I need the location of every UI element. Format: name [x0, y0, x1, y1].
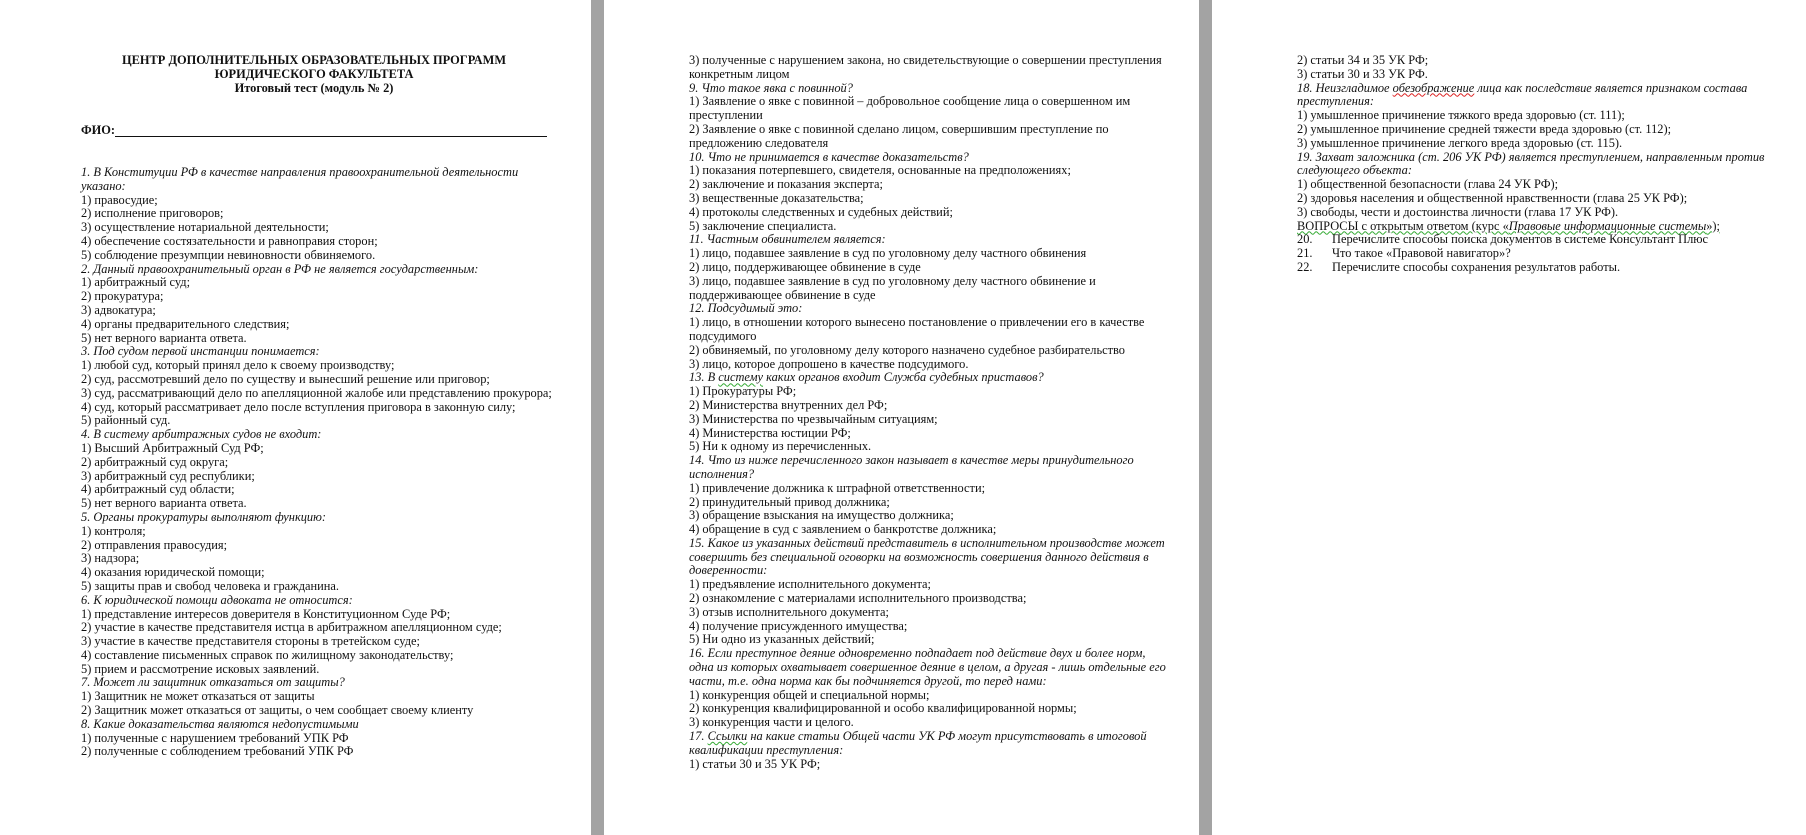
text-line: 1) любой суд, который принял дело к своему производству;: [81, 358, 395, 373]
text-line: 15. Какое из указанных действий представитель в исполнительном производстве может: [689, 535, 1165, 550]
text-line: 3) отзыв исполнительного документа;: [689, 604, 889, 619]
text-line: 8. Какие доказательства являются недопустимыми: [81, 716, 359, 731]
text-line: 6. К юридической помощи адвоката не относится:: [81, 592, 353, 607]
text-line: 4) оказания юридической помощи;: [81, 565, 265, 580]
text-line: 5) нет верного варианта ответа.: [81, 330, 247, 345]
spellcheck-marked-text: »);: [1706, 218, 1720, 233]
question-number: 21.: [1297, 246, 1313, 261]
text-line: совершить без специальной оговорки на возможность совершения данного действия в: [689, 549, 1149, 564]
text-line: 11. Частным обвинителем является:: [689, 232, 886, 247]
text-line: 3) суд, рассматривающий дело по апелляционной жалобе или представлению прокурора;: [81, 385, 552, 400]
text-line: 3) арбитражный суд республики;: [81, 468, 255, 483]
text-line: 2) арбитражный суд округа;: [81, 454, 229, 469]
text-line: 4) составление письменных справок по жилищному законодательству;: [81, 647, 454, 662]
text-line: 4) суд, который рассматривает дело после вступления приговора в законную силу;: [81, 399, 516, 414]
text-line: 4) протоколы следственных и судебных действий;: [689, 204, 953, 219]
text-line: 3) лицо, подавшее заявление в суд по уголовному делу частного обвинение и: [689, 273, 1096, 288]
text-line: 2) Министерства внутренних дел РФ;: [689, 397, 888, 412]
text-segment: каких органов входит Служба судебных приставов?: [763, 370, 1044, 385]
fio-input-line[interactable]: [115, 136, 547, 137]
text-line: 2) лицо, поддерживающее обвинение в суде: [689, 259, 921, 274]
text-line: 1) Защитник не может отказаться от защиты: [81, 689, 315, 704]
text-line: доверенности:: [689, 563, 768, 578]
text-line: 3) обращение взыскания на имущество должника;: [689, 508, 954, 523]
text-line: 3) конкуренция части и целого.: [689, 715, 854, 730]
text-line: 2) статьи 34 и 35 УК РФ;: [1297, 53, 1429, 67]
text-line: 1) умышленное причинение тяжкого вреда здоровью (ст. 111);: [1297, 108, 1625, 123]
text-segment: 13. В: [689, 370, 719, 385]
text-line: [1297, 82, 1764, 96]
text-line: 1) арбитражный суд;: [81, 275, 191, 290]
text-line: 2) принудительный привод должника;: [689, 494, 890, 509]
text-line: 3) адвокатура;: [81, 302, 156, 317]
text-line: 1) представление интересов доверителя в Конституционном Суде РФ;: [81, 606, 451, 621]
question-text: Перечислите способы сохранения результатов работы.: [1332, 259, 1621, 274]
text-line: 16. Если преступное деяние одновременно подпадает под действие двух и более норм,: [689, 646, 1146, 661]
spellcheck-marked-text: обезображение: [1392, 80, 1475, 95]
title-line-1: ЦЕНТР ДОПОЛНИТЕЛЬНЫХ ОБРАЗОВАТЕЛЬНЫХ ПРОГРАММ: [121, 53, 507, 67]
text-line: 1) Заявление о явке с повинной – добровольное сообщение лица о совершенном им: [689, 94, 1131, 109]
text-line: 5) Ни одно из указанных действий;: [689, 632, 875, 647]
text-line: 1) предъявление исполнительного документа;: [689, 577, 931, 592]
text-line: 5) прием и рассмотрение исковых заявлений.: [81, 661, 320, 676]
text-line: 1) конкуренция общей и специальной нормы;: [689, 687, 930, 702]
text-line: преступлении: [689, 108, 763, 123]
text-line: 5) районный суд.: [81, 413, 171, 428]
text-line: предложению следователя: [689, 135, 829, 150]
question-number: 22.: [1297, 259, 1313, 274]
text-segment: 17.: [689, 729, 708, 744]
text-line: 7. Может ли защитник отказаться от защиты?: [81, 675, 345, 690]
text-line: 1) статьи 30 и 35 УК РФ;: [689, 756, 821, 771]
text-line: 1) лицо, подавшее заявление в суд по уголовному делу частного обвинения: [689, 246, 1087, 261]
text-line: 4) органы предварительного следствия;: [81, 316, 290, 331]
text-line: 14. Что из ниже перечисленного закон называет в качестве меры принудительного: [689, 453, 1134, 468]
text-line: указано:: [81, 178, 126, 193]
text-line: 1) общественной безопасности (глава 24 УК РФ);: [1297, 177, 1559, 192]
text-line: 2) полученные с соблюдением требований УПК РФ: [81, 744, 354, 759]
text-line: части, т.е. одна норма как бы подчиняется другой, то перед нами:: [689, 673, 1047, 688]
text-line: 3. Под судом первой инстанции понимается:: [81, 344, 320, 359]
text-line: 2) отправления правосудия;: [81, 537, 228, 552]
text-line: 9. Что такое явка с повинной?: [689, 80, 853, 95]
text-line: [689, 730, 1166, 744]
text-line: 12. Подсудимый это:: [689, 301, 803, 316]
text-line: 2) ознакомление с материалами исполнительного производства;: [689, 591, 1027, 606]
text-line: 3) вещественные доказательства;: [689, 190, 864, 205]
text-line: 5) Ни к одному из перечисленных.: [689, 439, 872, 454]
text-line: [1297, 220, 1764, 234]
text-line: 1) лицо, в отношении которого вынесено постановление о привлечении его в качестве: [689, 315, 1145, 330]
text-line: 1) правосудие;: [81, 192, 158, 207]
document-page-1: [0, 0, 591, 835]
text-line: [689, 371, 1166, 385]
text-line: 5) заключение специалиста.: [689, 218, 837, 233]
title-line-2: ЮРИДИЧЕСКОГО ФАКУЛЬТЕТА: [214, 66, 414, 81]
question-number: 20.: [1297, 232, 1313, 247]
text-line: 3) статьи 30 и 33 УК РФ.: [1297, 66, 1428, 81]
text-line: 4) арбитражный суд области;: [81, 482, 235, 497]
text-line: 3) полученные с нарушением закона, но свидетельствующие о совершении преступления: [689, 53, 1162, 67]
text-line: 4) обращение в суд с заявлением о банкротстве должника;: [689, 522, 997, 537]
text-line: 2) обвиняемый, по уголовному делу которого назначено судебное разбирательство: [689, 342, 1125, 357]
text-line: 2) суд, рассмотревший дело по существу и вынесший решение или приговор;: [81, 371, 490, 386]
text-line: 1. В Конституции РФ в качестве направления правоохранительной деятельности: [81, 165, 519, 179]
text-line: 3) свободы, чести и достоинства личности (глава 17 УК РФ).: [1297, 204, 1619, 219]
text-line: квалификации преступления:: [689, 742, 844, 757]
text-line: 1) Высший Арбитражный Суд РФ;: [81, 440, 264, 455]
spellcheck-marked-text: Ссылки: [707, 729, 748, 744]
document-page-3: [1212, 0, 1806, 835]
text-line: 4) обеспечение состязательности и равноправия сторон;: [81, 233, 378, 248]
text-line: 2. Данный правоохранительный орган в РФ не является государственным:: [81, 261, 479, 276]
open-question-item: [1297, 233, 1764, 247]
text-line: 1) показания потерпевшего, свидетеля, основанные на предположениях;: [689, 163, 1071, 178]
text-line: преступления:: [1297, 94, 1374, 109]
spellcheck-marked-text: Правовые информационные системы: [1508, 218, 1707, 233]
text-line: 2) заключение и показания эксперта;: [689, 177, 883, 192]
text-line: конкретным лицом: [689, 66, 790, 81]
document-page-2: [604, 0, 1199, 835]
text-line: исполнения?: [689, 466, 755, 481]
text-line: следующего объекта:: [1297, 163, 1412, 178]
text-line: 5) соблюдение презумпции невиновности обвиняемого.: [81, 247, 376, 262]
text-line: подсудимого: [689, 328, 757, 343]
open-question-item: [1297, 247, 1764, 261]
document-header: [81, 54, 547, 95]
spellcheck-marked-text: систему: [718, 370, 764, 385]
text-line: 1) Прокуратуры РФ;: [689, 384, 797, 399]
text-line: 3) Министерства по чрезвычайным ситуациям;: [689, 411, 938, 426]
text-line: 5) защиты прав и свобод человека и гражданина.: [81, 578, 340, 593]
fio-label: ФИО:: [81, 123, 116, 137]
text-line: 1) контроля;: [81, 523, 146, 538]
text-line: 5. Органы прокуратуры выполняют функцию:: [81, 509, 326, 524]
text-line: 1) привлечение должника к штрафной ответственности;: [689, 480, 986, 495]
text-line: 3) участие в качестве представителя стороны в третейском суде;: [81, 634, 420, 649]
text-line: 1) полученные с нарушением требований УПК РФ: [81, 730, 349, 745]
text-line: 19. Захват заложника (ст. 206 УК РФ) является преступлением, направленным против: [1297, 149, 1765, 164]
text-line: 2) исполнение приговоров;: [81, 206, 224, 221]
text-line: 4) Министерства юстиции РФ;: [689, 425, 851, 440]
page-body: [689, 54, 1166, 771]
text-segment: на какие статьи Общей части УК РФ могут присутствовать в итоговой: [747, 729, 1147, 744]
text-line: поддерживающее обвинение в суде: [689, 287, 876, 302]
text-line: 2) Защитник может отказаться от защиты, о чем сообщает своему клиенту: [81, 703, 474, 718]
text-line: 2) конкуренция квалифицированной и особо квалифицированной нормы;: [689, 701, 1077, 716]
text-line: 3) осуществление нотариальной деятельности;: [81, 220, 329, 235]
text-line: 4. В систему арбитражных судов не входит:: [81, 427, 322, 442]
text-line: 2) умышленное причинение средней тяжести вреда здоровью (ст. 112);: [1297, 121, 1672, 136]
test-subtitle: Итоговый тест (модуль № 2): [234, 80, 394, 95]
question-text: Что такое «Правовой навигатор»?: [1332, 246, 1511, 261]
text-line: 2) Заявление о явке с повинной сделано лицом, совершившим преступление по: [689, 121, 1109, 136]
text-line: 2) участие в качестве представителя истца в арбитражном апелляционном суде;: [81, 620, 502, 635]
text-line: 2) прокуратура;: [81, 289, 164, 304]
text-line: 3) умышленное причинение легкого вреда здоровью (ст. 115).: [1297, 135, 1623, 150]
text-segment: лица как последствие является признаком состава: [1474, 80, 1748, 95]
page-body: [1297, 54, 1764, 275]
text-line: 2) здоровья населения и общественной нравственности (глава 25 УК РФ);: [1297, 190, 1688, 205]
text-line: 10. Что не принимается в качестве доказательств?: [689, 149, 969, 164]
text-line: одна из которых охватывает совершенное деяние в целом, а другая - лишь отдельные его: [689, 660, 1166, 675]
text-line: 5) нет верного варианта ответа.: [81, 496, 247, 511]
text-line: 4) получение присужденного имущества;: [689, 618, 908, 633]
text-line: 3) надзора;: [81, 551, 140, 566]
open-question-item: [1297, 261, 1764, 275]
text-segment: 18. Неизгладимое: [1297, 80, 1393, 95]
text-line: 3) лицо, которое допрошено в качестве подсудимого.: [689, 356, 969, 371]
spellcheck-marked-text: ВОПРОСЫ с открытым ответом (курс «: [1297, 218, 1509, 233]
page-body: [81, 166, 552, 759]
question-text: Перечислите способы поиска документов в системе Консультант Плюс: [1332, 232, 1709, 247]
